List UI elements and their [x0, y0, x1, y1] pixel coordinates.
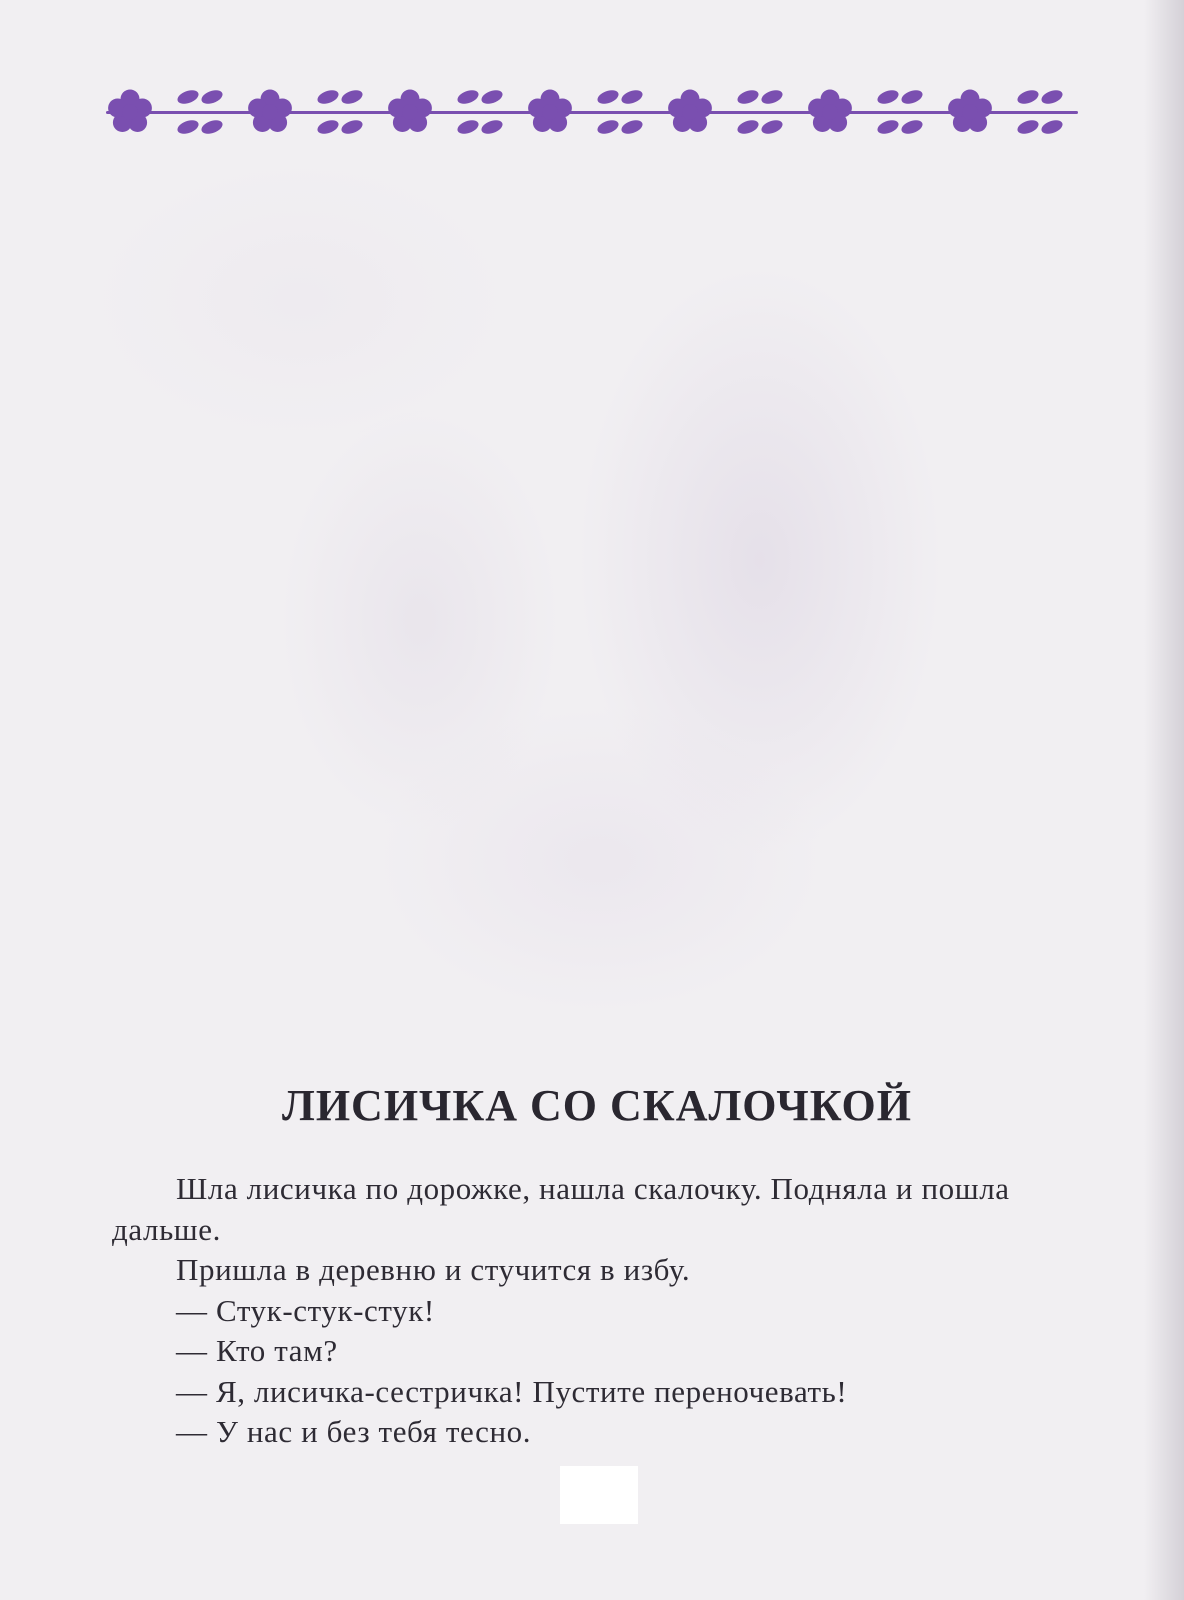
flower-icon: [248, 90, 292, 133]
flower-icon: [948, 90, 992, 133]
dialogue-line: — У нас и без тебя тесно.: [176, 1414, 532, 1449]
flower-icon: [388, 90, 432, 133]
story: [112, 1080, 1072, 1453]
story-title: ЛИСИЧКА СО СКАЛОЧКОЙ: [282, 1081, 912, 1130]
flower-border-icon: [100, 76, 1084, 152]
flower-icon: [108, 90, 152, 133]
story-paragraph: Шла лисичка по дорожке, нашла скалочку. Подняла и пошла дальше.: [112, 1171, 1010, 1247]
dialogue-line: — Я, лисичка-сестричка! Пустите переночевать!: [176, 1373, 848, 1409]
dialogue-line: — Кто там?: [176, 1333, 338, 1368]
dialogue-line: — Стук-стук-стук!: [176, 1292, 435, 1328]
page-spine-shadow: [1144, 0, 1184, 1600]
blank-page-number-patch: [560, 1466, 638, 1524]
flower-icon: [808, 90, 852, 133]
flower-icon: [668, 90, 712, 133]
flower-icon: [528, 90, 572, 133]
story-paragraph: Пришла в деревню и стучится в избу.: [176, 1252, 691, 1287]
